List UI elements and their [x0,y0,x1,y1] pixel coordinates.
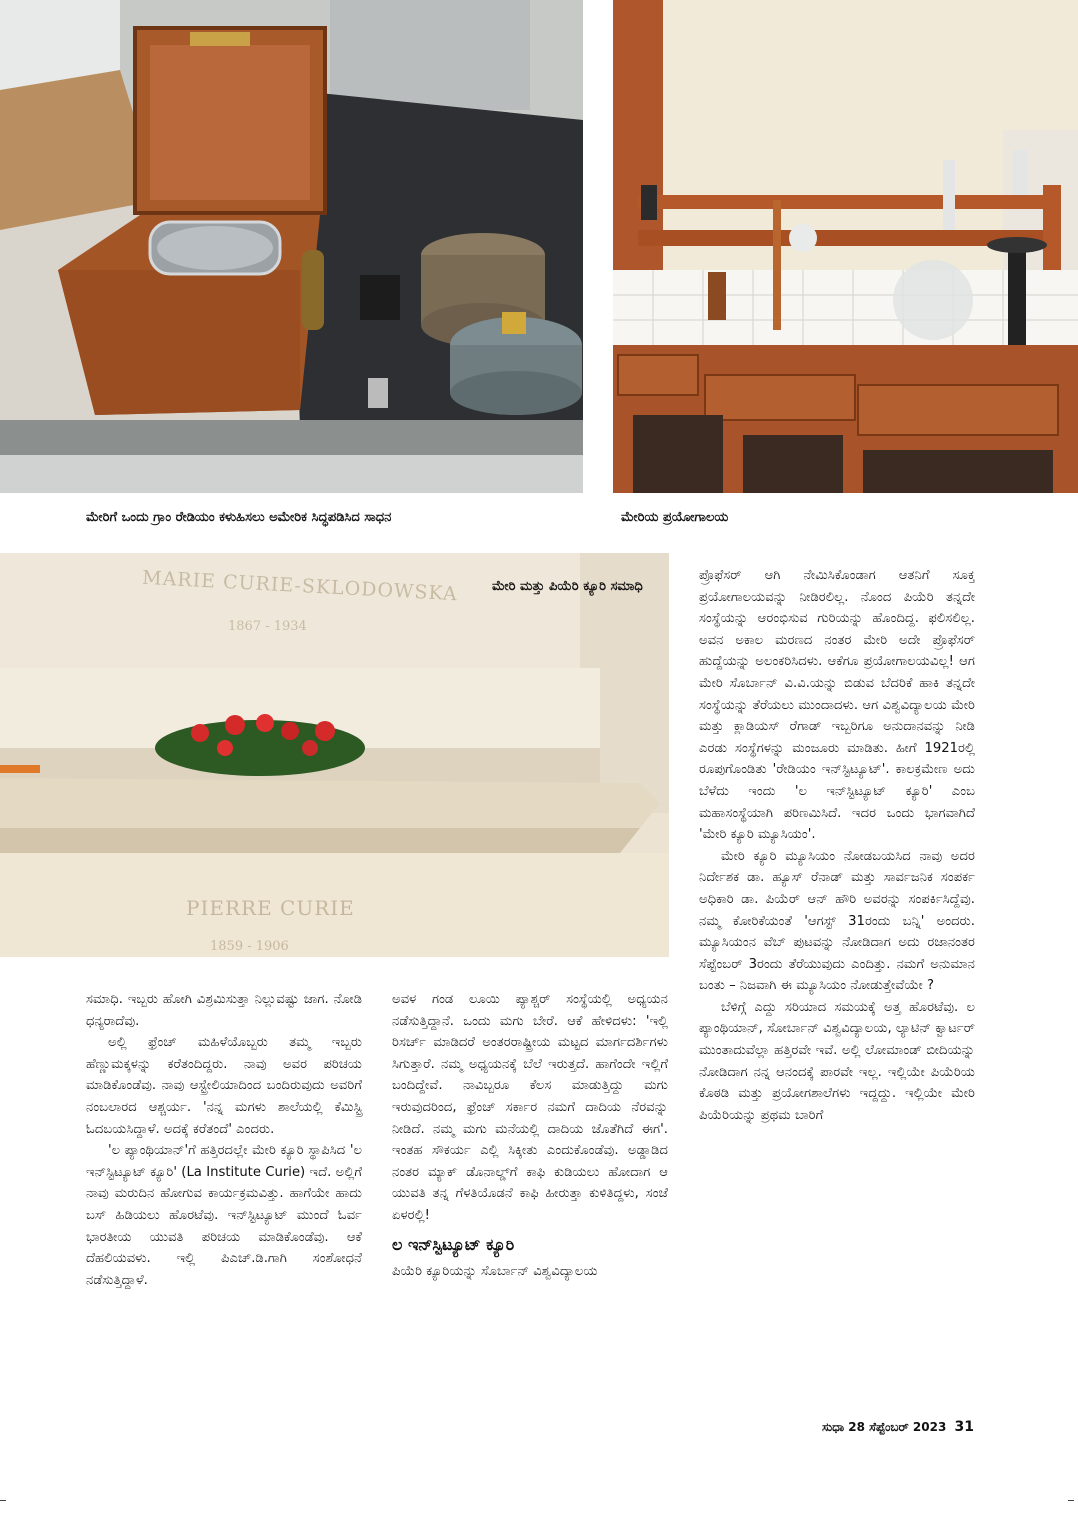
laboratory-photo [613,0,1078,493]
laboratory-caption: ಮೇರಿಯ ಪ್ರಯೋಗಾಲಯ [621,510,729,525]
paragraph: ಅವಳ ಗಂಡ ಲೂಯಿ ಪ್ಯಾಶ್ಚರ್ ಸಂಸ್ಥೆಯಲ್ಲಿ ಅಧ್ಯಯನ ನಡೆಸುತ್ತಿದ್ದಾನೆ. ಒಂದು ಮಗು ಬೇರೆ. ಆಕೆ ಹೇಳಿದಳು: 'ಇಲ್ಲಿ ರಿಸರ್ಚ್ ಮಾಡಿದರೆ ಅಂತರರಾಷ್ಟ್ರೀಯ ಮಟ್ಟದ ಮಾರ್ಗದರ್ಶಿಗಳು ಸಿಗುತ್ತಾರೆ. ನಮ್ಮ ಅಧ್ಯಯನಕ್ಕೆ ಬೆಲೆ ಇರುತ್ತದೆ. ಹಾಗೆಂದೇ ಇಲ್ಲಿಗೆ ಬಂದಿದ್ದೇವೆ. ನಾವಿಬ್ಬರೂ ಕೆಲಸ ಮಾಡುತ್ತಿದ್ದು ಮಗು ಇರುವುದರಿಂದ, ಫ್ರೆಂಚ್ ಸರ್ಕಾರ ನಮಗೆ ದಾದಿಯ ನೆರವನ್ನು ನೀಡಿದೆ. ನಮ್ಮ ಮಗು ಮನೆಯಲ್ಲಿ ದಾದಿಯ ಜೊತೆಗಿದೆ ಈಗ'. ಇಂತಹ ಸೌಕರ್ಯ ಎಲ್ಲಿ ಸಿಕ್ಕೀತು ಎಂದುಕೊಂಡೆವು. ಅಡ್ಡಾಡಿದ ನಂತರ ಮ್ಯಾಕ್ ಡೊನಾಲ್ಡ್‌ಗೆ ಕಾಫಿ ಕುಡಿಯಲು ಹೋದಾಗ ಆ ಯುವತಿ ತನ್ನ ಗೆಳತಿಯೊಡನೆ ಕಾಫಿ ಹೀರುತ್ತಾ ಕುಳಿತಿದ್ದಳು, ಸಂಜೆ ಏಳರಲ್ಲಿ! [392,992,668,1223]
article-column-left [86,989,362,1291]
tomb-dates-top: 1867 - 1934 [228,619,307,634]
section-heading: ಲ ಇನ್‌ಸ್ಟಿಟ್ಯೂಟ್ ಕ್ಯೂರಿ [392,1234,515,1254]
paragraph: ಪಿಯೆರಿ ಕ್ಯೂರಿಯನ್ನು ಸೊರ್ಬಾನ್ ವಿಶ್ವವಿದ್ಯಾಲಯ [392,1263,598,1279]
magazine-issue: ಸುಧಾ 28 ಸೆಪ್ಟೆಂಬರ್ 2023 [821,1420,947,1434]
laboratory-illustration [613,0,1078,493]
article-column-middle [392,989,668,1282]
paragraph: ಮೇರಿ ಕ್ಯೂರಿ ಮ್ಯೂಸಿಯಂ ನೋಡಬಯಸಿದ ನಾವು ಅದರ ನಿರ್ದೇಶಕ ಡಾ. ಹ್ಯೂಸ್ ರೆನಾಡ್ ಮತ್ತು ಸಾರ್ವಜನಿಕ ಸಂಪರ್ಕ ಅಧಿಕಾರಿ ಡಾ. ಪಿಯೆರ್ ಆನ್ ಹೌರಿ ಅವರನ್ನು ಸಂಪರ್ಕಿಸಿದ್ದೆವು. ನಮ್ಮ ಕೋರಿಕೆಯಂತೆ 'ಆಗಸ್ಟ್ 31ರಂದು ಬನ್ನಿ' ಅಂದರು. ಮ್ಯೂಸಿಯಂನ ವೆಬ್ ಪುಟವನ್ನು ನೋಡಿದಾಗ ಅದು ರಜಾನಂತರ ಸೆಪ್ಟೆಂಬರ್ 3ರಂದು ತೆರೆಯುವುದು ಎಂದಿತ್ತು. ನಮಗೆ ಅನುಮಾನ ಬಂತು – ನಿಜವಾಗಿ ಈ ಮ್ಯೂಸಿಯಂ ನೋಡುತ್ತೇವೆಯೇ ? [699,848,975,994]
page-footer [822,1419,974,1435]
tomb-inscription-bottom: PIERRE CURIE [186,896,355,920]
paragraph: ಬೆಳಿಗ್ಗೆ ಎದ್ದು ಸರಿಯಾದ ಸಮಯಕ್ಕೆ ಅತ್ತ ಹೊರಟೆವು. ಲ ಪ್ಯಾಂಥಿಯಾನ್, ಸೋರ್ಬಾನ್ ವಿಶ್ವವಿದ್ಯಾಲಯ, ಲ್ಯಾಟಿನ್ ಕ್ವಾರ್ಟರ್ ಮುಂತಾದುವೆಲ್ಲಾ ಹತ್ತಿರವೇ ಇವೆ. ಅಲ್ಲಿ ಲೋಮಾಂಡ್ ಬೀದಿಯನ್ನು ನೋಡಿದಾಗ ನನ್ನ ಆನಂದಕ್ಕೆ ಪಾರವೇ ಇಲ್ಲ. ಇಲ್ಲಿಯೇ ಪಿಯೆರಿಯ ಕೊಠಡಿ ಮತ್ತು ಪ್ರಯೋಗಶಾಲೆಗಳು ಇದ್ದದ್ದು. ಇಲ್ಲಿಯೇ ಮೇರಿ ಪಿಯೆರಿಯನ್ನು ಪ್ರಥಮ ಬಾರಿಗೆ [699,999,975,1123]
tomb-caption: ಮೇರಿ ಮತ್ತು ಪಿಯೆರಿ ಕ್ಯೂರಿ ಸಮಾಧಿ [492,579,643,594]
apparatus-illustration [0,0,583,493]
tomb-dates-bottom: 1859 - 1906 [210,939,289,954]
paragraph: ಅಲ್ಲಿ ಫ್ರೆಂಚ್ ಮಹಿಳೆಯೊಬ್ಬರು ತಮ್ಮ ಇಬ್ಬರು ಹೆಣ್ಣುಮಕ್ಕಳನ್ನು ಕರೆತಂದಿದ್ದರು. ನಾವು ಅವರ ಪರಿಚಯ ಮಾಡಿಕೊಂಡೆವು. ನಾವು ಆಸ್ಟ್ರೇಲಿಯಾದಿಂದ ಬಂದಿರುವುದು ಅವರಿಗೆ ನಂಬಲಾರದ ಆಶ್ಚರ್ಯ. 'ನನ್ನ ಮಗಳು ಶಾಲೆಯಲ್ಲಿ ಕೆಮಿಸ್ಟ್ರಿ ಓದಬಯಸಿದ್ದಾಳೆ. ಅದಕ್ಕೆ ಕರೆತಂದೆ' ಎಂದರು. [86,1035,362,1137]
article-column-right [699,565,975,1126]
paragraph: 'ಲ ಪ್ಯಾಂಥಿಯಾನ್'ಗೆ ಹತ್ತಿರದಲ್ಲೇ ಮೇರಿ ಕ್ಯೂರಿ ಸ್ಥಾಪಿಸಿದ 'ಲ ಇನ್‌ಸ್ಟಿಟ್ಯೂಟ್ ಕ್ಯೂರಿ' (La Institute Curie) ಇದೆ. ಅಲ್ಲಿಗೆ ನಾವು ಮರುದಿನ ಹೋಗುವ ಕಾರ್ಯಕ್ರಮವಿತ್ತು. ಹಾಗೆಯೇ ಹಾದು ಬಸ್ ಹಿಡಿಯಲು ಹೊರಟೆವು. ಇನ್‌ಸ್ಟಿಟ್ಯೂಟ್ ಮುಂದೆ ಓರ್ವ ಭಾರತೀಯ ಯುವತಿ ಪರಿಚಯ ಮಾಡಿಕೊಂಡೆವು. ಆಕೆ ದೆಹಲಿಯವಳು. ಇಲ್ಲಿ ಪಿಎಚ್.ಡಿ.ಗಾಗಿ ಸಂಶೋಧನೆ ನಡೆಸುತ್ತಿದ್ದಾಳೆ. [86,1143,362,1288]
paragraph: ಪ್ರೊಫೆಸರ್ ಆಗಿ ನೇಮಿಸಿಕೊಂಡಾಗ ಆತನಿಗೆ ಸೂಕ್ತ ಪ್ರಯೋಗಾಲಯವನ್ನು ನೀಡಿರಲಿಲ್ಲ. ನೊಂದ ಪಿಯೆರಿ ತನ್ನದೇ ಸಂಸ್ಥೆಯನ್ನು ಆರಂಭಿಸುವ ಗುರಿಯನ್ನು ಹೊಂದಿದ್ದ. ಫಲಿಸಲಿಲ್ಲ. ಅವನ ಅಕಾಲ ಮರಣದ ನಂತರ ಮೇರಿ ಅದೇ ಪ್ರೊಫೆಸರ್ ಹುದ್ದೆಯನ್ನು ಅಲಂಕರಿಸಿದಳು. ಆಕೆಗೂ ಪ್ರಯೋಗಾಲಯವಿಲ್ಲ! ಆಗ ಮೇರಿ ಸೊರ್ಬಾನ್ ವಿ.ವಿ.ಯನ್ನು ಬಿಡುವ ಬೆದರಿಕೆ ಹಾಕಿ ತನ್ನದೇ ಸಂಸ್ಥೆಯನ್ನು ತೆರೆಯಲು ಮುಂದಾದಳು. ಆಗ ವಿಶ್ವವಿದ್ಯಾಲಯ ಮೇರಿ ಮತ್ತು ಕ್ಲಾಡಿಯಸ್ ರೆಗಾಡ್ ಇಬ್ಬರಿಗೂ ಅನುದಾನವನ್ನು ನೀಡಿ ಎರಡು ಸಂಸ್ಥೆಗಳನ್ನು ಮಂಜೂರು ಮಾಡಿತು. ಹೀಗೆ 1921ರಲ್ಲಿ ರೂಪುಗೊಂಡಿತು 'ರೇಡಿಯಂ ಇನ್‌ಸ್ಟಿಟ್ಯೂಟ್'. ಕಾಲಕ್ರಮೇಣ ಅದು ಬೆಳೆದು ಇಂದು 'ಲ ಇನ್‌ಸ್ಟಿಟ್ಯೂಟ್ ಕ್ಯೂರಿ' ಎಂಬ ಮಹಾಸಂಸ್ಥೆಯಾಗಿ ಪರಿಣಮಿಸಿದೆ. ಇದರ ಒಂದು ಭಾಗವಾಗಿದೆ 'ಮೇರಿ ಕ್ಯೂರಿ ಮ್ಯೂಸಿಯಂ'. [699,568,975,843]
apparatus-caption: ಮೇರಿಗೆ ಒಂದು ಗ್ರಾಂ ರೇಡಿಯಂ ಕಳುಹಿಸಲು ಅಮೇರಿಕ ಸಿದ್ಧಪಡಿಸಿದ ಸಾಧನ [86,510,392,525]
page-number: 31 [954,1419,974,1435]
crop-mark [0,1500,6,1501]
tomb-photo [0,553,669,957]
paragraph: ಸಮಾಧಿ. ಇಬ್ಬರು ಹೋಗಿ ವಿಶ್ರಮಿಸುತ್ತಾ ನಿಲ್ಲುವಷ್ಟು ಜಾಗ. ನೋಡಿ ಧನ್ಯರಾದೆವು. [86,992,362,1029]
tomb-inscription-top: MARIE CURIE-SKLODOWSKA [141,566,459,606]
apparatus-photo [0,0,583,493]
crop-mark [1068,1500,1074,1501]
